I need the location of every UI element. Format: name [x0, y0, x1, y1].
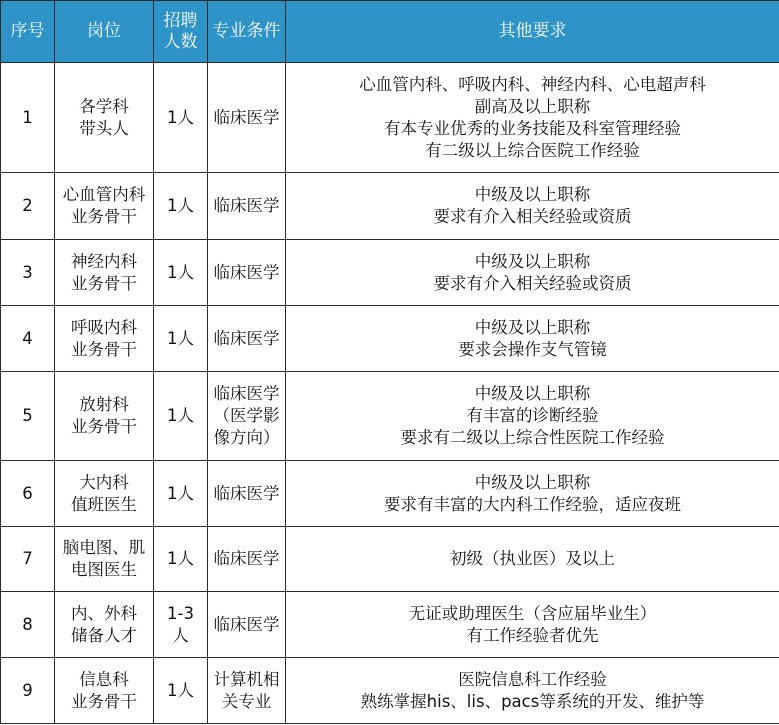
cell-other-line: 有二级以上综合医院工作经验 [425, 140, 640, 160]
cell-post [55, 240, 154, 306]
cell-other-line: 中级及以上职称 [474, 317, 591, 337]
cell-other-line: 心血管内科、呼吸内科、神经内科、心电超声科 [359, 74, 706, 94]
cell-post-line: 业务骨干 [71, 691, 137, 711]
cell-count-line: 1人 [167, 680, 194, 700]
cell-other-line: 要求有丰富的大内科工作经验，适应夜班 [384, 494, 681, 514]
cell-post-line: 储备人才 [71, 625, 137, 645]
cell-count-line: 1人 [167, 483, 194, 503]
cell-count [154, 461, 208, 527]
header-post: 岗位 [55, 1, 154, 63]
cell-other [286, 372, 779, 461]
cell-other-line: 要求有介入相关经验或资质 [433, 207, 632, 226]
cell-count-line: 1人 [167, 262, 194, 282]
cell-post [55, 461, 154, 527]
cell-major [208, 461, 286, 527]
cell-count-line: 1人 [167, 196, 194, 215]
cell-other-line: 要求会操作支气管镜 [458, 339, 607, 359]
cell-other [286, 63, 779, 173]
cell-count-line: 1-3 [167, 603, 194, 623]
cell-post-line: 心血管内科 [62, 185, 146, 204]
cell-post [55, 658, 154, 724]
cell-other-line: 副高及以上职称 [474, 96, 591, 116]
cell-post-line: 值班医生 [71, 494, 137, 514]
cell-other [286, 240, 779, 306]
cell-count [154, 527, 208, 592]
cell-major [208, 592, 286, 658]
cell-seq: 4 [1, 306, 55, 372]
cell-post-line: 脑电图、肌 [62, 538, 146, 557]
table-row [1, 63, 779, 173]
cell-count [154, 173, 208, 240]
table-row [1, 592, 779, 658]
cell-other [286, 658, 779, 724]
cell-post-line: 业务骨干 [71, 207, 137, 226]
header-seq: 序号 [1, 1, 55, 63]
cell-major-line: （医学影 [213, 406, 280, 425]
cell-major-line: 临床医学 [213, 196, 280, 215]
cell-other-line: 医院信息科工作经验 [458, 669, 607, 689]
cell-count-line: 1人 [167, 107, 194, 127]
cell-post [55, 592, 154, 658]
cell-other-line: 有本专业优秀的业务技能及科室管理经验 [384, 118, 681, 138]
cell-post-line: 内、外科 [71, 603, 137, 623]
cell-post-line: 业务骨干 [71, 417, 137, 436]
cell-seq: 9 [1, 658, 55, 724]
cell-major-line: 关专业 [221, 691, 272, 711]
cell-major-line: 临床医学 [213, 107, 280, 127]
cell-other [286, 306, 779, 372]
cell-other-line: 有丰富的诊断经验 [466, 406, 599, 425]
cell-seq: 3 [1, 240, 55, 306]
cell-other-line: 中级及以上职称 [474, 185, 591, 204]
cell-other-line: 初级（执业医）及以上 [450, 549, 615, 568]
cell-major [208, 240, 286, 306]
table-row [1, 527, 779, 592]
cell-seq: 1 [1, 63, 55, 173]
header-row [1, 1, 779, 63]
table-row [1, 372, 779, 461]
cell-major-line: 像方向） [213, 428, 280, 447]
cell-major-line: 计算机相 [213, 669, 280, 689]
cell-major-line: 临床医学 [213, 328, 280, 348]
table-row [1, 173, 779, 240]
cell-post-line: 放射科 [79, 395, 129, 414]
cell-other [286, 592, 779, 658]
cell-major [208, 372, 286, 461]
cell-count [154, 240, 208, 306]
cell-other [286, 527, 779, 592]
cell-count [154, 306, 208, 372]
cell-post [55, 527, 154, 592]
header-count-line: 人数 [163, 31, 198, 52]
cell-major-line: 临床医学 [213, 262, 280, 282]
cell-other-line: 中级及以上职称 [474, 384, 591, 403]
table-row [1, 658, 779, 724]
cell-major-line: 临床医学 [213, 549, 280, 568]
table-row [1, 240, 779, 306]
cell-post [55, 372, 154, 461]
cell-other [286, 173, 779, 240]
cell-other [286, 461, 779, 527]
header-other: 其他要求 [286, 1, 779, 63]
cell-count [154, 372, 208, 461]
cell-count [154, 658, 208, 724]
cell-post [55, 173, 154, 240]
header-count-line: 招聘 [163, 10, 198, 31]
cell-post-line: 大内科 [79, 472, 129, 492]
table-row [1, 461, 779, 527]
cell-other-line: 中级及以上职称 [474, 472, 591, 492]
cell-seq: 5 [1, 372, 55, 461]
cell-other-line: 要求有二级以上综合性医院工作经验 [400, 428, 665, 447]
cell-seq: 2 [1, 173, 55, 240]
cell-major-line: 临床医学 [213, 483, 280, 503]
cell-count [154, 63, 208, 173]
cell-count-line: 1人 [167, 406, 194, 425]
cell-major-line: 临床医学 [213, 614, 280, 634]
cell-seq: 6 [1, 461, 55, 527]
cell-post-line: 神经内科 [71, 251, 137, 271]
cell-post [55, 63, 154, 173]
cell-major [208, 173, 286, 240]
cell-post-line: 业务骨干 [71, 339, 137, 359]
header-count [154, 1, 208, 63]
cell-count-line: 1人 [167, 549, 194, 568]
cell-major [208, 527, 286, 592]
cell-post-line: 电图医生 [71, 560, 137, 579]
cell-major [208, 658, 286, 724]
cell-post-line: 业务骨干 [71, 273, 137, 293]
cell-seq: 7 [1, 527, 55, 592]
cell-post [55, 306, 154, 372]
cell-other-line: 中级及以上职称 [474, 251, 591, 271]
cell-count [154, 592, 208, 658]
cell-other-line: 有工作经验者优先 [466, 625, 599, 645]
cell-count-line: 1人 [167, 328, 194, 348]
cell-other-line: 熟练掌握his、lis、pacs等系统的开发、维护等 [360, 691, 705, 711]
cell-other-line: 无证或助理医生（含应届毕业生） [408, 603, 657, 623]
cell-major [208, 63, 286, 173]
cell-post-line: 带头人 [79, 118, 129, 138]
cell-post-line: 各学科 [79, 96, 129, 116]
cell-seq: 8 [1, 592, 55, 658]
cell-major [208, 306, 286, 372]
cell-count-line: 人 [172, 625, 189, 645]
cell-post-line: 呼吸内科 [71, 317, 137, 337]
table-row [1, 306, 779, 372]
header-major: 专业条件 [208, 1, 286, 63]
cell-other-line: 要求有介入相关经验或资质 [433, 273, 632, 293]
cell-major-line: 临床医学 [213, 384, 280, 403]
cell-post-line: 信息科 [79, 669, 129, 689]
